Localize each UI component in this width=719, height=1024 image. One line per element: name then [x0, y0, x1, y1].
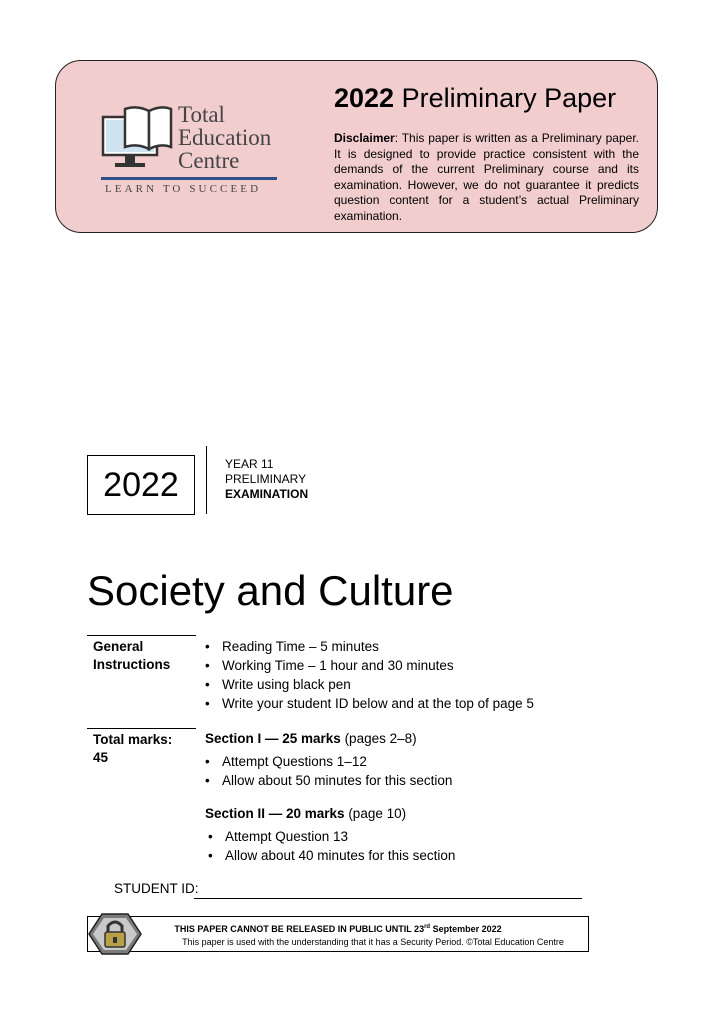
list-item: • Write using black pen	[205, 675, 534, 694]
exam-line-examination: EXAMINATION	[225, 487, 309, 501]
security-line1-sup: rd	[424, 924, 431, 930]
disclaimer-label: Disclaimer	[334, 131, 395, 145]
logo-tagline: LEARN TO SUCCEED	[105, 183, 262, 195]
section2-heading	[205, 806, 406, 821]
list-item: • Attempt Question 13	[208, 827, 455, 846]
general-label	[93, 638, 170, 674]
padlock-icon	[88, 912, 142, 956]
exam-type	[225, 457, 308, 502]
exam-year-box: 2022	[87, 455, 195, 515]
security-period-note: This paper is used with the understanding that it has a Security Period. ©Total Education Centre	[182, 937, 564, 947]
logo-name-line-3: Centre	[178, 148, 240, 173]
tec-logo	[101, 103, 281, 198]
disclaimer	[334, 131, 639, 225]
logo-name	[178, 103, 271, 172]
list-item: • Allow about 50 minutes for this section	[205, 771, 452, 790]
general-label-line-2: Instructions	[93, 657, 171, 672]
general-instructions-list	[205, 637, 534, 713]
list-item: • Allow about 40 minutes for this section	[208, 846, 455, 865]
security-release-date	[88, 924, 588, 934]
security-line1-post: September 2022	[430, 924, 502, 934]
exam-line-year: YEAR 11	[225, 457, 274, 471]
section2-pages: (page 10)	[344, 806, 407, 821]
marks-label	[93, 731, 172, 767]
header-banner	[55, 60, 658, 233]
general-rule	[87, 635, 196, 636]
disclaimer-text: : This paper is written as a Preliminary paper. It is designed to provide practice consistent with the demands of the current Preliminary course and its examination. However, we do not guarantee it predicts question content for a student’s actual Preliminary examination.	[334, 131, 639, 223]
section1-pages: (pages 2–8)	[340, 731, 417, 746]
section1-heading	[205, 731, 417, 746]
list-item: • Reading Time – 5 minutes	[205, 637, 534, 656]
section2-title: Section II — 20 marks	[205, 806, 345, 821]
security-line1-pre: THIS PAPER CANNOT BE RELEASED IN PUBLIC UNTIL 23	[174, 924, 425, 934]
list-item: • Working Time – 1 hour and 30 minutes	[205, 656, 534, 675]
paper-title-year: 2022	[334, 83, 395, 113]
section2-list	[208, 827, 455, 865]
list-item: • Write your student ID below and at the top of page 5	[205, 694, 534, 713]
subject-title: Society and Culture	[87, 567, 454, 614]
general-label-line-1: General	[93, 639, 144, 654]
security-notice	[87, 916, 589, 952]
list-item: • Attempt Questions 1–12	[205, 752, 452, 771]
marks-label-line-2: 45	[93, 750, 109, 765]
section1-list	[205, 752, 452, 790]
marks-rule	[87, 728, 196, 729]
logo-name-line-1: Total	[178, 102, 225, 127]
student-id-label: STUDENT ID:	[114, 881, 199, 896]
paper-title-text: Preliminary Paper	[401, 83, 617, 113]
student-id-field[interactable]	[194, 898, 582, 899]
logo-rule	[101, 177, 277, 180]
paper-title	[334, 83, 616, 114]
marks-label-line-1: Total marks:	[93, 732, 173, 747]
exam-divider	[206, 446, 207, 514]
section1-title: Section I — 25 marks	[205, 731, 341, 746]
logo-name-line-2: Education	[178, 125, 272, 150]
book-monitor-icon	[101, 105, 173, 173]
exam-line-preliminary: PRELIMINARY	[225, 472, 307, 486]
